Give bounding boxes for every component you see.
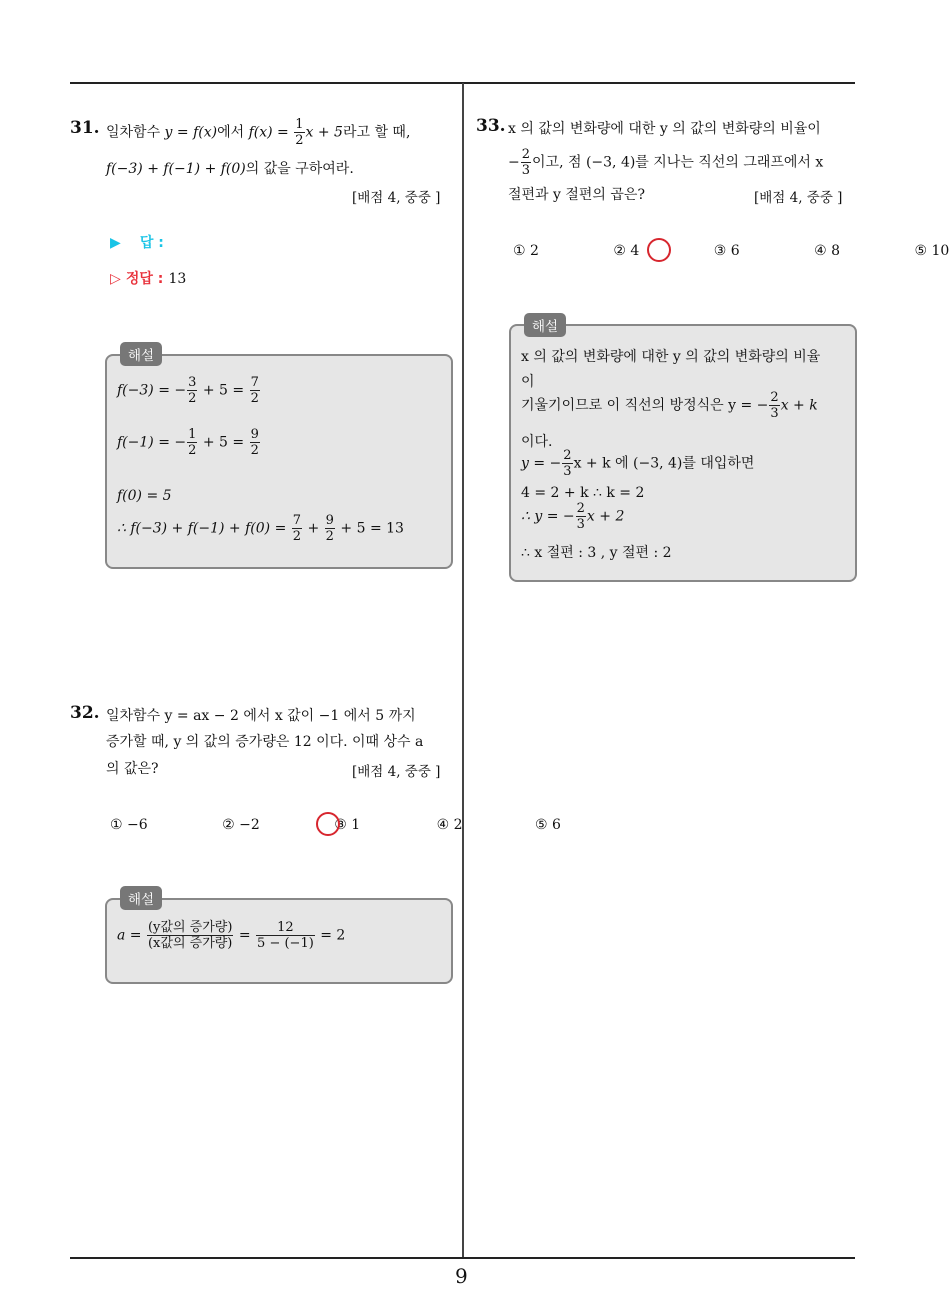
q33-choices [513, 243, 949, 259]
q31-sol-line2: f(−1) = − $\frac{1}{2}$ + 5 = $\frac{9}{2}$ [117, 427, 259, 458]
q32-choice-4[interactable]: ④ 2 [436, 817, 463, 833]
hollow-arrow-icon: ▷ [110, 271, 121, 287]
q33-sol-line5: y = − $\frac{2}{3}$ x + k 에 (−3, 4)를 대입하면 [521, 448, 755, 479]
column-divider [462, 83, 464, 1258]
q32-sol-line: a = $\frac{\text{(y값의 증가량)}}{\text{(x값의 증가량)}}$ = $\frac{12}{5 - (-1)}$ = 2 [117, 920, 346, 951]
q33-score: [배점 4, 중중 ] [754, 190, 843, 206]
bottom-rule [70, 1257, 855, 1259]
q31-sol-line3: f(0) = 5 [117, 488, 172, 504]
correct-answer-value: 13 [168, 271, 187, 287]
q32-line1: 일차함수 y = ax − 2 에서 x 값이 −1 에서 5 까지 [106, 708, 416, 724]
q33-sol-line6: 4 = 2 + k ∴ k = 2 [521, 485, 645, 501]
q32-choice-2[interactable]: ② −2 [222, 817, 260, 833]
correct-answer-label: 정답 : [125, 271, 164, 287]
q33-choice-5[interactable]: ⑤ 10 [914, 243, 949, 259]
q31-fraction: $\frac{1}{2}$ [295, 117, 304, 148]
answer-label: 답 : [139, 235, 164, 251]
q33-sol-line2: 이 [521, 374, 535, 390]
q33-sol-line4: 이다. [521, 434, 553, 450]
q33-line1: x 의 값의 변화량에 대한 y 의 값의 변화량의 비율이 [508, 121, 821, 137]
q32-score: [배점 4, 중중 ] [352, 764, 441, 780]
q33-line3: 절편과 y 절편의 곱은? [508, 187, 645, 203]
selected-answer-circle [647, 238, 671, 262]
play-arrow-icon: ▶ [110, 235, 121, 251]
q32-number: 32. [70, 703, 100, 723]
q31-sol-line4: ∴ f(−3) + f(−1) + f(0) = $\frac{7}{2}$ + $\frac{9}{2}$ + 5 = 13 [117, 513, 404, 544]
q33-choice-2[interactable]: ② 4 [613, 243, 640, 259]
q33-sol-line7: ∴ y = − $\frac{2}{3}$ x + 2 [521, 501, 625, 532]
q33-sol-line1: x 의 값의 변화량에 대한 y 의 값의 변화량의 비율 [521, 349, 821, 365]
q33-choice-4[interactable]: ④ 8 [814, 243, 841, 259]
q32-line3: 의 값은? [106, 761, 159, 777]
page-number: 9 [455, 1264, 468, 1288]
q33-choice-1[interactable]: ① 2 [513, 243, 539, 259]
q31-number: 31. [70, 118, 100, 138]
q33-sol-line3: 기울기이므로 이 직선의 방정식은 y = − $\frac{2}{3}$ x + k [521, 390, 818, 421]
q33-choice-3[interactable]: ③ 6 [713, 243, 740, 259]
q31-score: [배점 4, 중중 ] [352, 190, 441, 206]
q33-solution-tag: 해설 [524, 313, 566, 337]
q32-solution-tag: 해설 [120, 886, 162, 910]
q31-sol-line1: f(−3) = − $\frac{3}{2}$ + 5 = $\frac{7}{2}$ [117, 375, 259, 406]
q31-correct-row [110, 268, 186, 288]
q32-choices [110, 817, 561, 833]
q32-choice-1[interactable]: ① −6 [110, 817, 148, 833]
q32-choice-5[interactable]: ⑤ 6 [534, 817, 561, 833]
q33-line2: − $\frac{2}{3}$ 이고, 점 (−3, 4)를 지나는 직선의 그래프에서 x [508, 147, 824, 178]
q32-line2: 증가할 때, y 의 값의 증가량은 12 이다. 이때 상수 a [106, 734, 424, 750]
selected-answer-circle [316, 812, 340, 836]
q31-line1: 일차함수 y = f(x)에서 f(x) = $\frac{1}{2}$ x + 5라고 할 때, [106, 117, 411, 148]
q31-solution-tag: 해설 [120, 342, 162, 366]
q31-line2: f(−3) + f(−1) + f(0)의 값을 구하여라. [106, 161, 354, 177]
q33-number: 33. [476, 116, 506, 136]
q32-choice-3[interactable]: ③ 1 [334, 817, 361, 833]
q33-sol-line8: ∴ x 절편 : 3 , y 절편 : 2 [521, 545, 672, 561]
q31-answer-row [110, 232, 164, 252]
